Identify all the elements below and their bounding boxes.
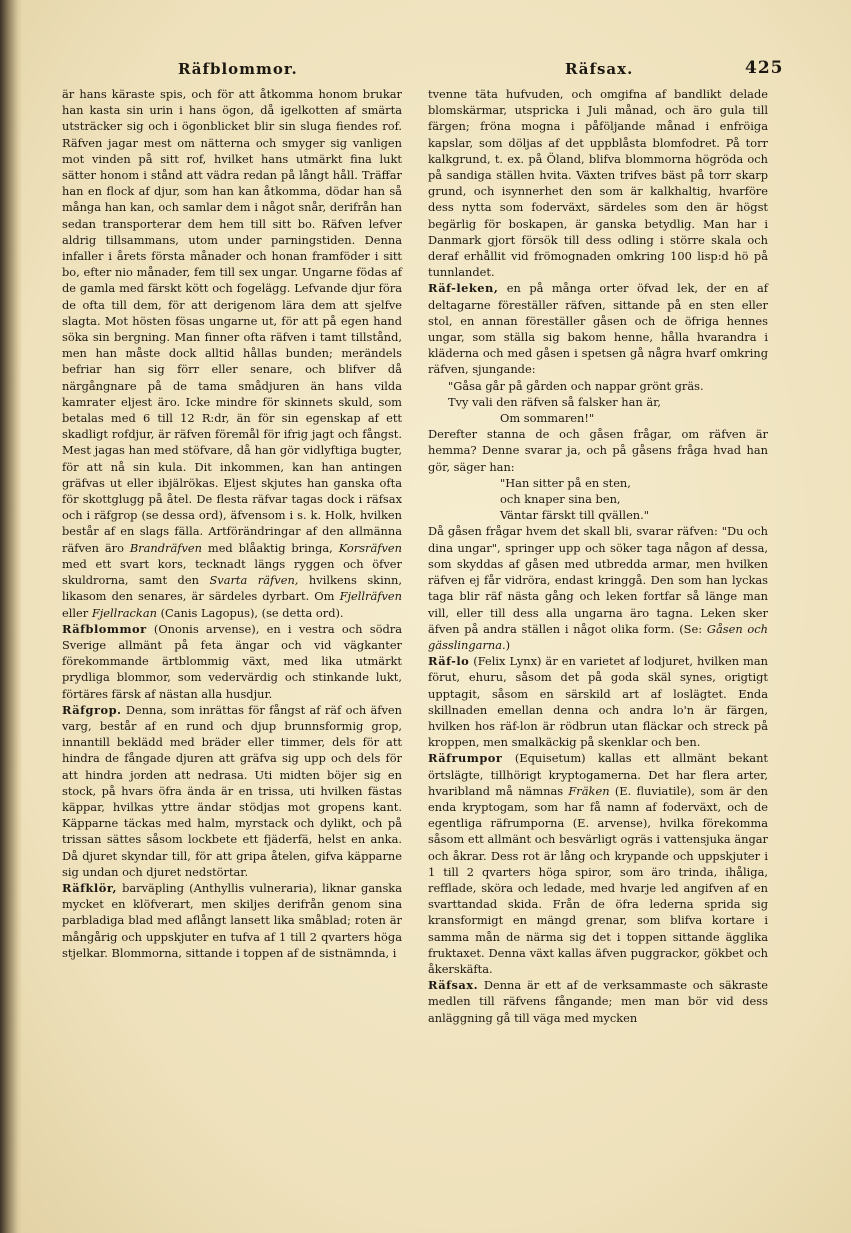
entry-rafrumpor: Räfrumpor (Equisetum) kallas ett allmänt bekant örtslägte, tillhörigt kryptogamerna. Det har flera arter, hvaribland må nämnas Fräken (E. fluviatile), som är den enda kryptogam, som har få namn af foderväxt, och de egentliga räfrumporna (E. arvense), hvilka förekomma såsom ett allmänt och besvärligt ogräs i vattensjuka ängar och åkrar. Dess rot är lång och krypande och uppskjuter i 1 till 2 qvarters höga spiror, som äro trinda, ihåliga, refflade, sköra och ledade, med hvarje led angifven af en svarttandad skida. Från de öfrа lederna sprida sig kransformigt en mängd grenar, som blifva kortare i samma mån de närma sig det i toppen sittande ägglika fruktaxet. Denna växt kallas äfven puggrackor, gökbet och åkerskäfta. <box>428 751 768 976</box>
entry-lemma: Räfblommor <box>62 621 147 636</box>
running-head-right: Räfsax. <box>565 60 634 78</box>
verse-line: Väntar färskt till qvällen." <box>500 508 650 523</box>
entry-rafsax: Räfsax. Denna är ett af de verksammaste och säkraste medlen till räfvens fångande; men man bör vid dess anläggning gå till väga med mycken <box>428 978 768 1025</box>
book-binding-edge <box>0 0 22 1233</box>
entry-raf-leken-text: Derefter stanna de och gåsen frågar, om räfven är hemma? Denne svarar ja, och på gåsens fråga hvad han gör, säger han: <box>428 427 768 474</box>
left-column <box>62 86 402 961</box>
entry-rafgrop: Räfgrop. Denna, som inrättas för fångst af räf och äfven varg, består af en rund och djup brunnsformig grop, innantill beklädd med bräder eller timmer, dels för att hindra de fångade djuren att gräfva sig upp och dels för att hindra jorden att nedrasa. Uti midten böjer sig en stock, på hvars öfra ända är en trissa, uti hvilken fästas käppar, hvilkas yttre ändar stödjas mot gropens kant. Käpparne täckas med halm, myrstack och dylikt, och på trissan sättes såsom lockbete ett fjäderfä, helst en anka. Då djuret skyndar till, för att gripa åtelen, gifva käpparne sig undan och djuret nedstörtar. <box>62 702 403 879</box>
page-number: 425 <box>745 58 784 78</box>
entry-lemma: Räfklör, <box>62 880 117 895</box>
verse-line: och knaper sina ben, <box>500 492 621 507</box>
entry-lemma: Räfsax. <box>428 978 479 993</box>
running-head-left: Räfblommor. <box>178 60 298 78</box>
entry-rafven-continued: är hans käraste spis, och för att åtkomma honom brukar han kasta sin urin i hans ögon, då igelkotten af smärta utsträcker sig och i ögonblicket blir sin sluga fiendes rof. Räfven jagar mest om nätterna och smyger sig vanligen mot vinden på sitt rof, hvilket hans utmärkt fina lukt sätter honom i stånd att vädra redan på långt håll. Träffar han en flock af djur, som han kan åtkomma, dödar han så många han kan, och samlar dem i något snår, derifrån han sedan transporterar dem hem till sitt bo. Räfven lefver aldrig tillsammans, utom under parningstiden. Denna infaller i årets första månader och honan framföder i sitt bo, efter nio månader, fem till sex ungar. Ungarne födas af de gamla med färskt kött och fogelägg. Lefvande djur föra de ofta till dem, för att derigenom lära dem att sjelfve slagta. Mot hösten fösas ungarne ut, för att på egen hand söka sin bergning. Man finner ofta räfven i tamt tillstånd, men han måste dock alltid hållas bunden; merändels befriar han sig förr eller senare, och blifver då närgångnare på de tama smådjuren än hans vilda kamrater eljest äro. Icke mindre för skinnets skuld, som betalas med 6 till 12 R:dr, än för sin egenskap af ett skadligt rofdjur, är räfven föremål för ifrig jagt och fångst. Mest jagas han med stöfvare, då han gör vidlyftiga bugter, för att nå sin kula. Dit inkommen, kan han antingen gräfvas ut eller ibjälrökas. Eljest skjutes han ganska ofta för skottglugg på åtel. De flesta räfvar tagas dock i räfsax och i räfgrop (se dessa ord), äfvensom i s. k. Holk, hvilken består af en slags fälla. Artförändringar af den allmänna räfven äro Brandräfven med blåaktig bringa, Korsräfven med ett svart kors, tecknadt längs ryggen och öfver skuldrorna, samt den Svarta räfven, hvilkens skinn, likasom den senares, är särdeles dyrbart. Om Fjellräfven eller Fjellrackan (Canis Lagopus), (se detta ord). <box>62 87 403 620</box>
entry-lemma: Räfrumpor <box>428 751 503 766</box>
entry-lemma: Räf-leken, <box>428 281 499 296</box>
entry-lemma: Räfgrop. <box>62 702 122 717</box>
entry-lemma: Räf-lo <box>428 654 470 669</box>
entry-rafklor-continued: tvenne täta hufvuden, och omgifna af bandlikt delade blomskärmar, utspricka i Juli månad, och äro gula till färgen; fröna mogna i påföljande månad i enfröiga kapslar, som döljas af det uppblåsta blomfodret. På torr kalkgrund, t. ex. på Öland, blifva blommorna högröda och på sandiga ställen hvita. Växten trifves bäst på torr skarp grund, och isynnerhet den som är kalkhaltig, hvarföre dess nytta som foderväxt, särdeles som den är högst begärlig för boskapen, är ganska betydlig. Man har i Danmark gjort försök till dess odling i större skala och deraf erhållit vid frömognaden omkring 100 lisp:d hö på tunnlandet. <box>428 87 768 280</box>
verse-line: Tvy vali den räfven så falsker han är, <box>448 394 661 409</box>
entry-rafblommor: Räfblommor (Ononis arvense), en i vestra och södra Sverige allmänt på feta ängar och vid vägkanter förekommande ärtblommig växt, med lika utmärkt prydliga blommor, som vedervärdig och stinkande lukt, förtäres färsk af nästan alla husdjur. <box>62 621 402 701</box>
verse-line: "Gåsa går på gården och nappar grönt gräs. <box>448 378 704 393</box>
entry-raf-lo: Räf-lo (Felix Lynx) är en varietet af lodjuret, hvilken man förut, ehuru, såsom det på goda skäl synes, origtigt upptagit, såsom en särskild art af loslägtet. Enda skillnaden emellan denna och andra lo'n är färgen, hvilken hos räf-lon är rödbrun utan fläckar och streck på kroppen, men smalkäckig på skenklar och ben. <box>428 654 768 750</box>
entry-raf-leken: Räf-leken, en på många orter öfvad lek, der en af deltagarne föreställer räfven, sittande på en sten eller stol, en annan föreställer gåsen och de öfriga hennes ungar, som ställa sig bakom henne, hålla hvarandra i kläderna och med gåsen i spetsen gå några hvarf omkring räfven, sjungande: <box>428 281 769 377</box>
verse-line: Om sommaren!" <box>500 411 595 426</box>
right-column <box>428 86 768 1026</box>
entry-rafklor: Räfklör, barväpling (Anthyllis vulneraria), liknar ganska mycket en klöfverart, men skiljes derifrån genom sina parbladiga blad med aflångt lansett lika småblad; roten är mångårig och uppskjuter en tufva af 1 till 2 qvarters höga stjelkar. Blommorna, sittande i toppen af de sistnämnda, i <box>62 880 402 960</box>
verse-line: "Han sitter på en sten, <box>500 475 631 490</box>
entry-raf-leken-text: Då gåsen frågar hvem det skall bli, svarar räfven: "Du och dina ungar", springer upp och söker taga någon af dessa, som skyddas af gåsen med utbredda armar, men hvilken räfven ej får vidröra, endast kringgå. Den som han lyckas taga blir räf nästa gång och leken fortfar så länge man vill, eller till dess alla ungarna äro tagna. Leken sker äfven på andra ställen i något olika form. (Se: Gåsen och gässlingarna.) <box>428 524 768 652</box>
